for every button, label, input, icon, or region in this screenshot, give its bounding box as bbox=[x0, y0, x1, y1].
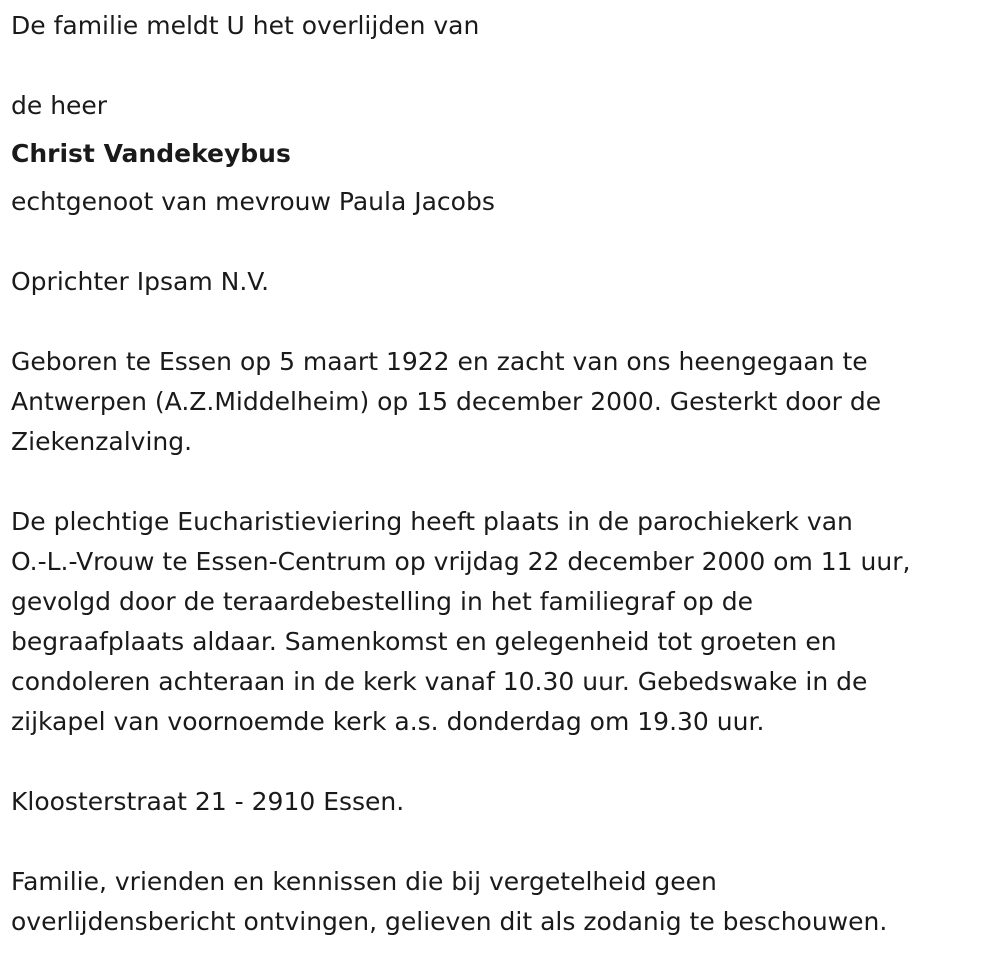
paragraph-line: zijkapel van voornoemde kerk a.s. donderdag om 19.30 uur. bbox=[11, 707, 765, 736]
paragraph-line: Ziekenzalving. bbox=[11, 427, 193, 456]
spouse-line: echtgenoot van mevrouw Paula Jacobs bbox=[11, 187, 495, 216]
paragraph-line: Geboren te Essen op 5 maart 1922 en zacht van ons heengegaan te bbox=[11, 347, 868, 376]
closing-paragraph bbox=[11, 862, 986, 942]
intro-text: De familie meldt U het overlijden van bbox=[11, 11, 480, 40]
paragraph-line: De plechtige Eucharistieviering heeft plaats in de parochiekerk van bbox=[11, 507, 853, 536]
paragraph-line: O.-L.-Vrouw te Essen-Centrum op vrijdag 22 december 2000 om 11 uur, bbox=[11, 547, 911, 576]
ceremony-paragraph bbox=[11, 502, 986, 742]
paragraph-line: begraafplaats aldaar. Samenkomst en gelegenheid tot groeten en bbox=[11, 627, 837, 656]
death-notice bbox=[11, 6, 986, 942]
birth-death-paragraph bbox=[11, 342, 986, 462]
deceased-name: Christ Vandekeybus bbox=[11, 139, 291, 168]
role-line: Oprichter Ipsam N.V. bbox=[11, 267, 270, 296]
salutation: de heer bbox=[11, 91, 108, 120]
paragraph-line: Antwerpen (A.Z.Middelheim) op 15 december 2000. Gesterkt door de bbox=[11, 387, 882, 416]
paragraph-line: condoleren achteraan in de kerk vanaf 10.30 uur. Gebedswake in de bbox=[11, 667, 868, 696]
paragraph-line: Familie, vrienden en kennissen die bij vergetelheid geen bbox=[11, 867, 717, 896]
address-line: Kloosterstraat 21 - 2910 Essen. bbox=[11, 787, 405, 816]
paragraph-line: gevolgd door de teraardebestelling in het familiegraf op de bbox=[11, 587, 753, 616]
paragraph-line: overlijdensbericht ontvingen, gelieven dit als zodanig te beschouwen. bbox=[11, 907, 888, 936]
